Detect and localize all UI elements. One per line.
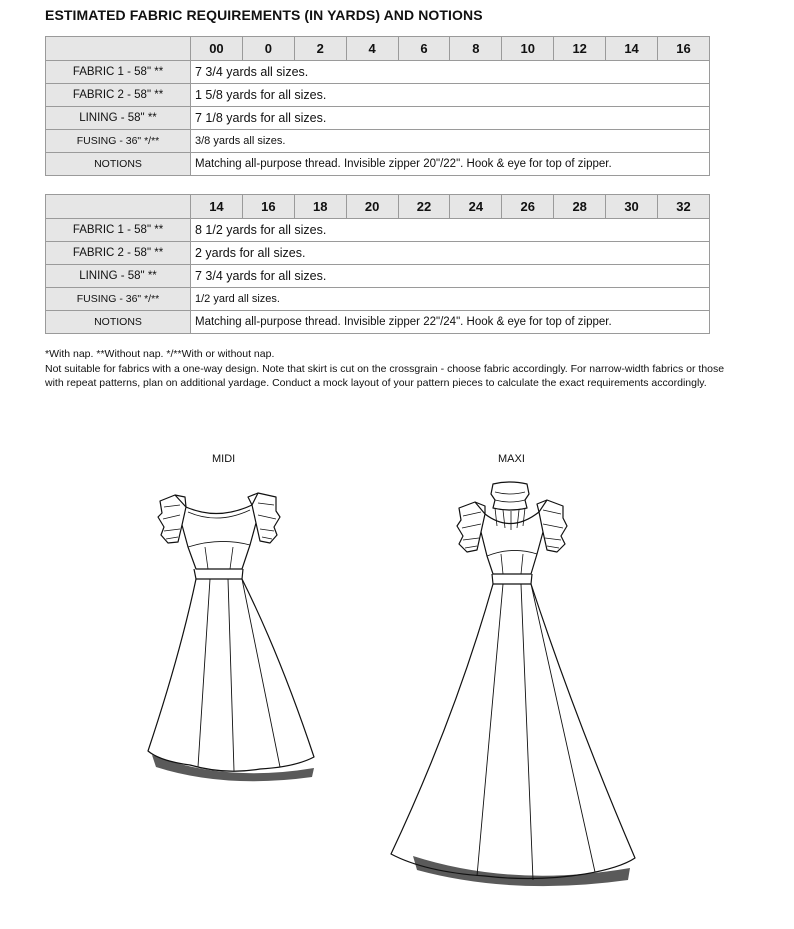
size-header: 16 [242,195,294,219]
size-header: 12 [554,37,606,61]
size-header: 26 [502,195,554,219]
table-row [46,61,710,84]
row-value-lining: 7 1/8 yards for all sizes. [191,107,710,130]
row-label-fabric-1: FABRIC 1 - 58" ** [46,219,191,242]
table-row [46,107,710,130]
row-label-notions: NOTIONS [46,311,191,334]
row-value-fabric-1: 7 3/4 yards all sizes. [191,61,710,84]
size-header: 8 [450,37,502,61]
row-label-fabric-2: FABRIC 2 - 58" ** [46,242,191,265]
row-value-fusing: 3/8 yards all sizes. [191,130,710,153]
table-row [46,219,710,242]
size-header: 6 [398,37,450,61]
row-label-lining: LINING - 58" ** [46,265,191,288]
size-header: 16 [658,37,710,61]
row-value-notions: Matching all-purpose thread. Invisible zipper 20"/22". Hook & eye for top of zipper. [191,153,710,176]
row-label-fabric-2: FABRIC 2 - 58" ** [46,84,191,107]
fabric-guidance: Not suitable for fabrics with a one-way design. Note that skirt is cut on the crossgrain - choose fabric accordingly. For narrow-width fabrics or those with repeat patterns, plan on additional yardage. Conduct a mock layout of your pattern pieces to calculate the exact requirements accordingly. [45,362,725,389]
size-header: 18 [294,195,346,219]
size-header: 14 [606,37,658,61]
size-header: 28 [554,195,606,219]
fabric-table-large-sizes [45,194,710,334]
row-label-notions: NOTIONS [46,153,191,176]
table-row [46,311,710,334]
fabric-notes [45,347,725,391]
table-row [46,130,710,153]
size-header-row [46,195,710,219]
row-value-fabric-2: 2 yards for all sizes. [191,242,710,265]
size-header: 30 [606,195,658,219]
row-label-fusing: FUSING - 36" */** [46,130,191,153]
page-title: ESTIMATED FABRIC REQUIREMENTS (IN YARDS) AND NOTIONS [45,7,483,23]
size-header: 32 [658,195,710,219]
size-header: 22 [398,195,450,219]
row-value-lining: 7 3/4 yards for all sizes. [191,265,710,288]
size-header: 0 [242,37,294,61]
nap-legend: *With nap. **Without nap. */**With or without nap. [45,348,275,360]
row-label-fusing: FUSING - 36" */** [46,288,191,311]
table-row [46,153,710,176]
size-header: 2 [294,37,346,61]
fabric-table-small-sizes [45,36,710,176]
row-label-fabric-1: FABRIC 1 - 58" ** [46,61,191,84]
table-row [46,84,710,107]
table-row [46,288,710,311]
size-header: 4 [346,37,398,61]
header-corner [46,37,191,61]
row-label-lining: LINING - 58" ** [46,107,191,130]
header-corner [46,195,191,219]
row-value-notions: Matching all-purpose thread. Invisible zipper 22"/24". Hook & eye for top of zipper. [191,311,710,334]
size-header: 10 [502,37,554,61]
table-row [46,242,710,265]
maxi-label: MAXI [498,453,525,465]
row-value-fabric-1: 8 1/2 yards for all sizes. [191,219,710,242]
midi-label: MIDI [212,453,236,465]
row-value-fabric-2: 1 5/8 yards for all sizes. [191,84,710,107]
maxi-dress-illustration [385,478,640,898]
size-header: 14 [191,195,243,219]
size-header: 00 [191,37,243,61]
midi-dress-illustration [130,485,320,785]
table-row [46,265,710,288]
row-value-fusing: 1/2 yard all sizes. [191,288,710,311]
size-header-row [46,37,710,61]
size-header: 24 [450,195,502,219]
size-header: 20 [346,195,398,219]
